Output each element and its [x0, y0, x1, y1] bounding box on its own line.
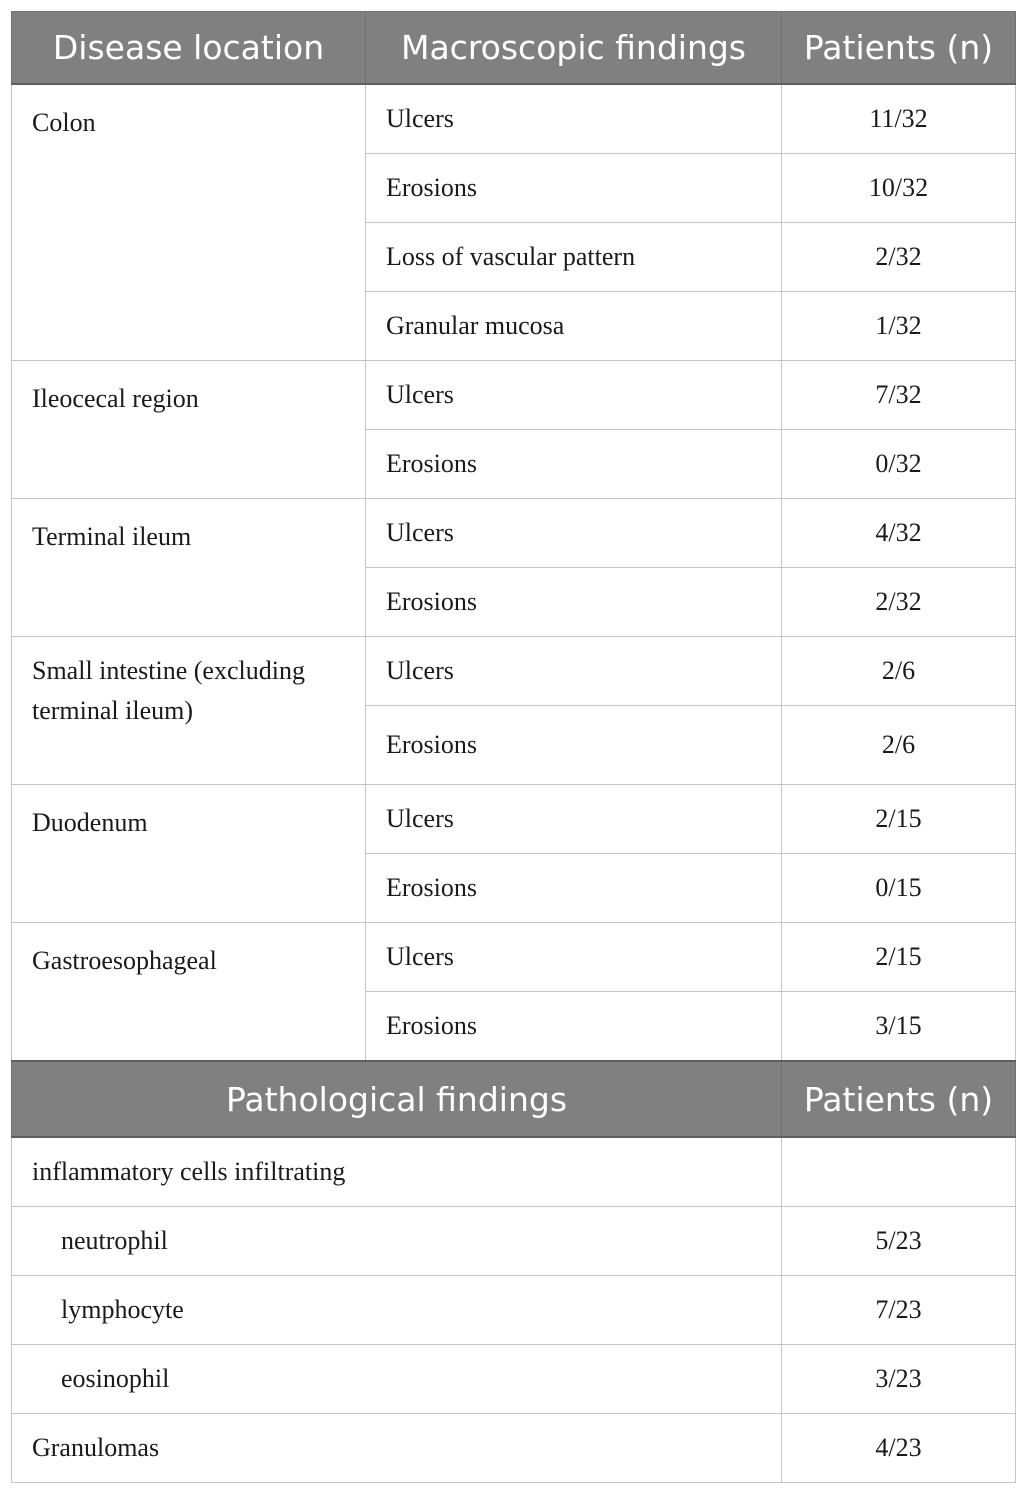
finding-cell: Erosions [366, 854, 782, 923]
table-row [12, 1276, 1016, 1345]
patients-cell: 3/23 [782, 1345, 1016, 1414]
finding-cell: Ulcers [366, 785, 782, 854]
header-pathological-findings: Pathological findings [12, 1061, 782, 1137]
patients-cell: 0/32 [782, 430, 1016, 499]
finding-cell: Erosions [366, 154, 782, 223]
finding-cell: Ulcers [366, 923, 782, 992]
table-row [12, 1414, 1016, 1483]
patients-cell [782, 1137, 1016, 1207]
patients-cell: 3/15 [782, 992, 1016, 1062]
location-terminal-ileum: Terminal ileum [12, 499, 366, 637]
patients-cell: 4/32 [782, 499, 1016, 568]
finding-cell: Ulcers [366, 84, 782, 154]
finding-cell: Erosions [366, 430, 782, 499]
findings-table [11, 11, 1016, 1483]
patients-cell: 2/32 [782, 568, 1016, 637]
location-ileocecal: Ileocecal region [12, 361, 366, 499]
header-macroscopic-findings: Macroscopic findings [366, 12, 782, 85]
patients-cell: 2/15 [782, 785, 1016, 854]
pathological-header-row [12, 1061, 1016, 1137]
table-row [12, 499, 1016, 568]
patients-cell: 7/32 [782, 361, 1016, 430]
pathological-finding-cell: eosinophil [12, 1345, 782, 1414]
location-gastroesophageal: Gastroesophageal [12, 923, 366, 1062]
patients-cell: 4/23 [782, 1414, 1016, 1483]
patients-cell: 11/32 [782, 84, 1016, 154]
patients-cell: 2/6 [782, 637, 1016, 706]
table-row [12, 923, 1016, 992]
header-row [12, 12, 1016, 85]
finding-cell: Erosions [366, 992, 782, 1062]
patients-cell: 5/23 [782, 1207, 1016, 1276]
location-duodenum: Duodenum [12, 785, 366, 923]
patients-cell: 2/15 [782, 923, 1016, 992]
patients-cell: 2/6 [782, 706, 1016, 785]
table-row [12, 637, 1016, 706]
header-patients: Patients (n) [782, 12, 1016, 85]
location-small-intestine: Small intestine (excluding terminal ileum) [12, 637, 366, 785]
table-row [12, 785, 1016, 854]
finding-cell: Erosions [366, 706, 782, 785]
patients-cell: 0/15 [782, 854, 1016, 923]
header-patients-pathological: Patients (n) [782, 1061, 1016, 1137]
patients-cell: 10/32 [782, 154, 1016, 223]
location-colon: Colon [12, 84, 366, 361]
table-row [12, 1137, 1016, 1207]
patients-cell: 7/23 [782, 1276, 1016, 1345]
pathological-finding-cell: Granulomas [12, 1414, 782, 1483]
pathological-finding-cell: inflammatory cells infiltrating [12, 1137, 782, 1207]
patients-cell: 1/32 [782, 292, 1016, 361]
header-disease-location: Disease location [12, 12, 366, 85]
table-row [12, 1207, 1016, 1276]
finding-cell: Granular mucosa [366, 292, 782, 361]
finding-cell: Ulcers [366, 637, 782, 706]
pathological-finding-cell: lymphocyte [12, 1276, 782, 1345]
table-row [12, 361, 1016, 430]
finding-cell: Loss of vascular pattern [366, 223, 782, 292]
finding-cell: Erosions [366, 568, 782, 637]
finding-cell: Ulcers [366, 361, 782, 430]
finding-cell: Ulcers [366, 499, 782, 568]
pathological-finding-cell: neutrophil [12, 1207, 782, 1276]
table-row [12, 84, 1016, 154]
table-row [12, 1345, 1016, 1414]
patients-cell: 2/32 [782, 223, 1016, 292]
